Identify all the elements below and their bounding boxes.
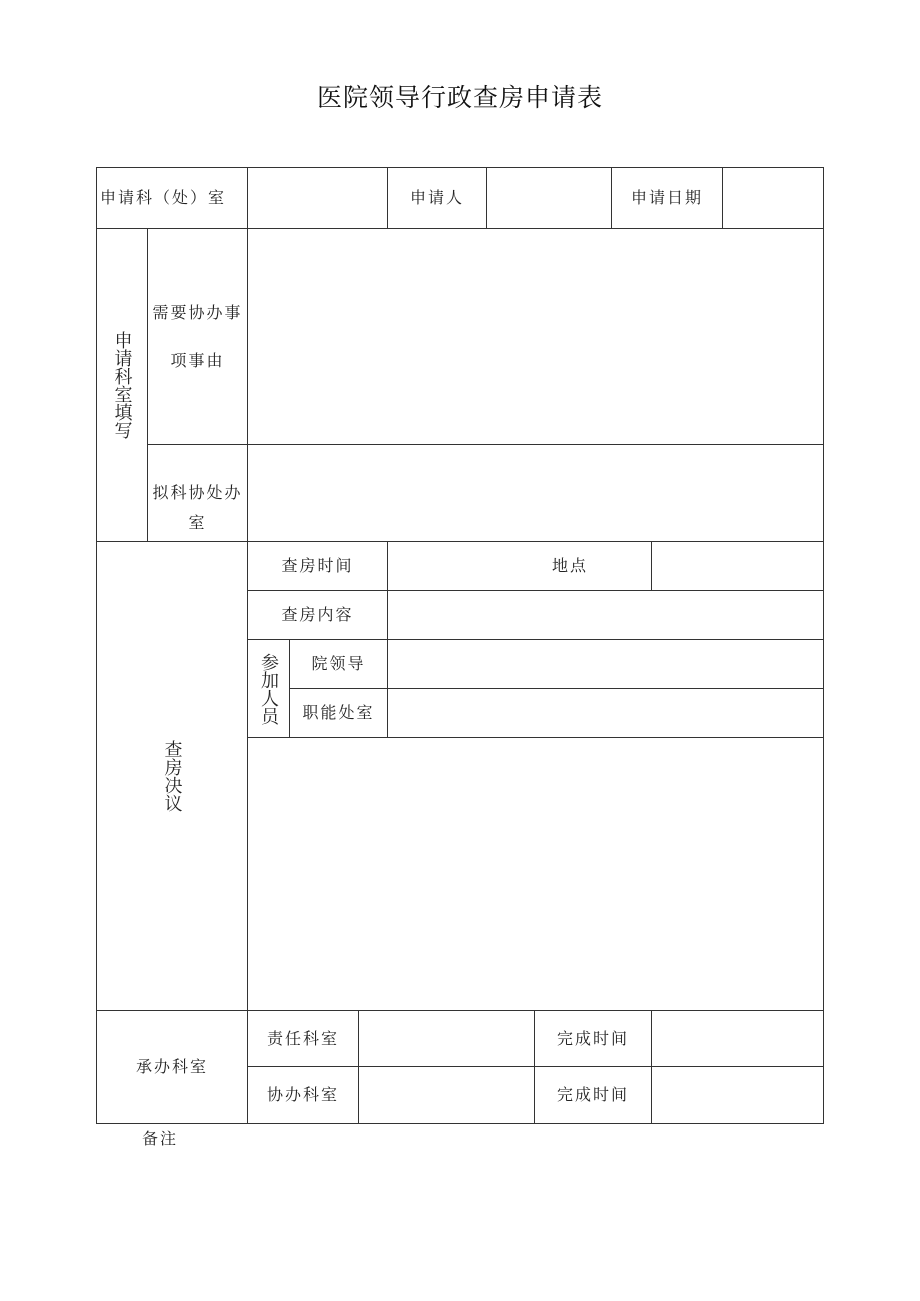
assisting-dept-label: 协办科室	[266, 1085, 339, 1104]
apply-dept-field[interactable]	[248, 168, 387, 228]
reason-field[interactable]	[248, 229, 823, 444]
function-dept-field[interactable]	[388, 689, 823, 737]
location-field[interactable]	[652, 542, 823, 590]
assist-dept-label: 拟科协处办室	[152, 483, 243, 532]
border-line	[96, 1123, 824, 1124]
responsible-dept-field[interactable]	[359, 1011, 534, 1066]
location-label: 地点	[551, 556, 588, 575]
section-apply-text: 申请科室填写	[111, 331, 133, 439]
round-time-field[interactable]	[388, 542, 508, 590]
undertake-dept-label: 承办科室	[135, 1057, 208, 1076]
border-line	[823, 167, 824, 1124]
participants-text: 参加人员	[258, 652, 279, 725]
apply-dept-label: 申请科（处）室	[100, 188, 227, 207]
decision-content-field[interactable]	[248, 738, 823, 1010]
participants-label	[248, 640, 289, 737]
function-dept-label: 职能处室	[302, 703, 375, 722]
finish-time-label-2: 完成时间	[556, 1085, 629, 1104]
round-time-label: 查房时间	[281, 556, 354, 575]
reason-label: 需要协办事项事由	[152, 302, 243, 370]
leader-field[interactable]	[388, 640, 823, 688]
section-apply-dept-fill	[97, 229, 147, 541]
applicant-label: 申请人	[409, 188, 464, 207]
section-decision-text: 查房决议	[161, 740, 183, 812]
round-content-label: 查房内容	[281, 605, 354, 624]
apply-date-label: 申请日期	[630, 188, 703, 207]
section-decision	[97, 542, 247, 1010]
round-content-field[interactable]	[388, 591, 823, 639]
finish-time-field-2[interactable]	[652, 1067, 823, 1123]
page-title: 医院领导行政查房申请表	[316, 83, 603, 112]
apply-date-field[interactable]	[723, 168, 823, 228]
assist-dept-field[interactable]	[248, 445, 823, 541]
remark-label: 备注	[142, 1129, 179, 1148]
assisting-dept-field[interactable]	[359, 1067, 534, 1123]
leader-label: 院领导	[311, 654, 366, 673]
applicant-field[interactable]	[487, 168, 611, 228]
finish-time-field-1[interactable]	[652, 1011, 823, 1066]
finish-time-label-1: 完成时间	[556, 1028, 629, 1048]
responsible-dept-label: 责任科室	[266, 1028, 339, 1048]
